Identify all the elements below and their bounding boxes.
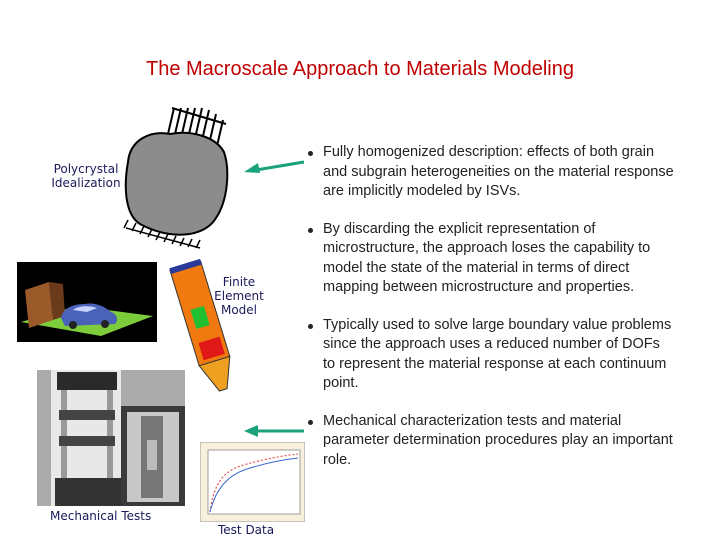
bullet-item: Typically used to solve large boundary value problems since the approach uses a reduced number of DOFs to represent the material response at each continuum point.: [305, 316, 675, 394]
bullet-list: [305, 143, 675, 488]
test-data-label: Test Data: [218, 523, 275, 537]
polycrystal-label: Polycrystal Idealization: [51, 162, 121, 190]
bullet-item: Fully homogenized description: effects of both grain and subgrain heterogeneities on the material response are implicitly modeled by ISVs.: [305, 143, 675, 202]
bullet-dot-icon: [308, 420, 313, 425]
arrow-to-tests-icon: [244, 424, 306, 438]
bullet-dot-icon: [308, 151, 313, 156]
bullet-dot-icon: [308, 228, 313, 233]
test-data-chart-image: [200, 442, 305, 522]
mechanical-tests-label: Mechanical Tests: [50, 509, 152, 523]
bullet-dot-icon: [308, 324, 313, 329]
bullet-item: By discarding the explicit representation of microstructure, the approach loses the capability to model the state of the material in terms of direct mapping between microstructure and properties.: [305, 220, 675, 298]
polycrystal-shape: [126, 133, 227, 235]
bullet-item: Mechanical characterization tests and material parameter determination procedures play an important role.: [305, 412, 675, 471]
slide-title: The Macroscale Approach to Materials Modeling: [146, 58, 574, 80]
mechanical-test-photo: [37, 370, 185, 506]
polycrystal-figure: [120, 100, 240, 250]
vehicle-crash-image: [17, 262, 157, 342]
fem-label: Finite Element Model: [214, 275, 264, 317]
arrow-to-polycrystal-icon: [244, 158, 306, 174]
